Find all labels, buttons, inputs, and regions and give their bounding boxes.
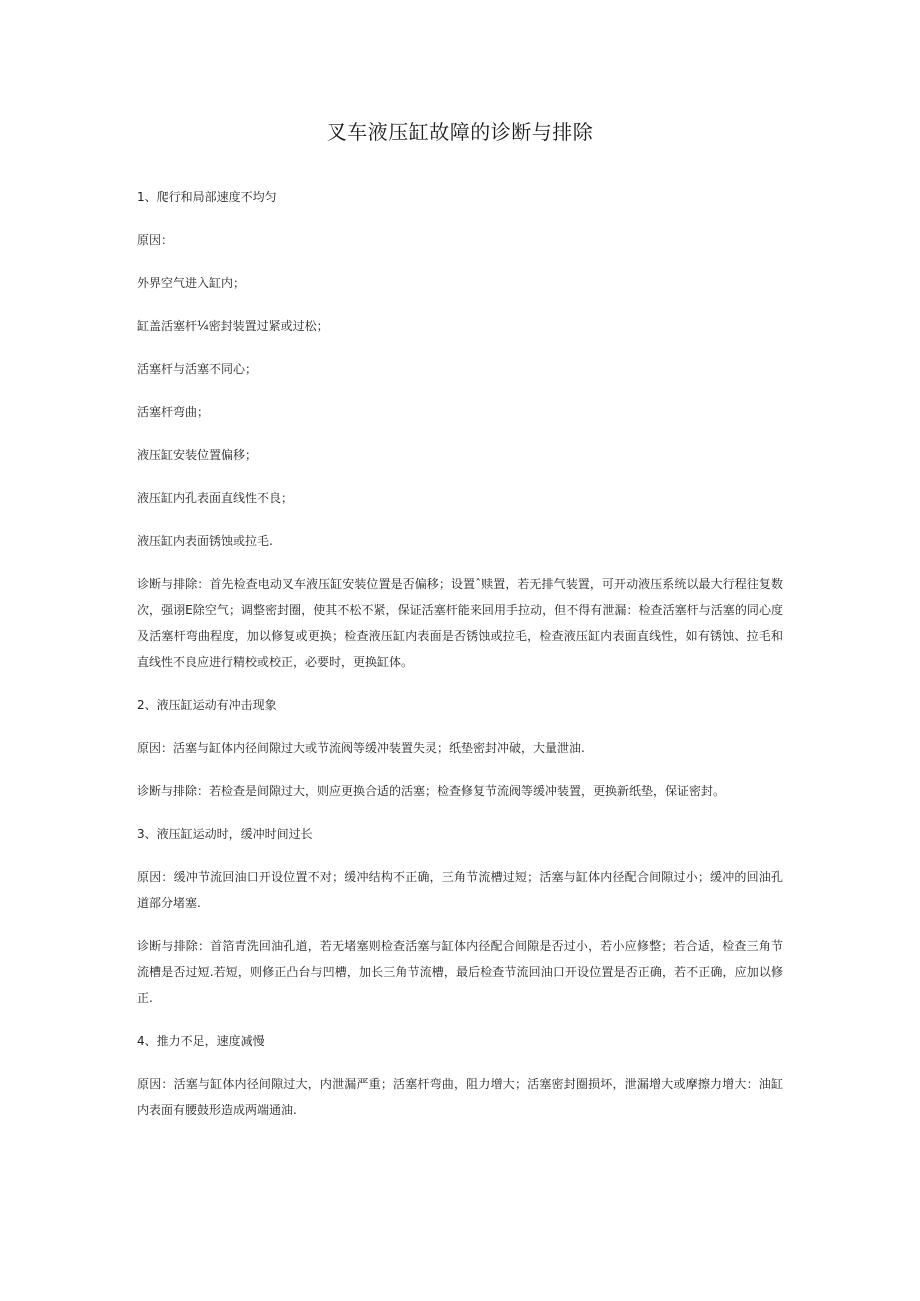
section-4-cause: 原因：活塞与缸体内径间隙过大，内泄漏严重；活塞杆弯曲，阻力增大；活塞密封圈损坏，泄漏增大或摩擦力增大：油缸内表面有腰鼓形造成两端通油.: [137, 1077, 783, 1117]
document-title: 叉车液压缸故障的诊断与排除: [326, 120, 594, 144]
cause-item: 活塞杆弯曲；: [137, 405, 210, 419]
cause-item: 液压缸安装位置偏移；: [137, 448, 258, 462]
section-2-cause: 原因：活塞与缸体内径间隙过大或节流阀等缓冲装置失灵；纸垫密封冲破，大量泄油.: [137, 741, 585, 755]
section-1-heading: 1、爬行和局部速度不均匀: [137, 190, 277, 204]
section-3-diagnosis: 诊断与排除：首箔青洗回油孔道，若无堵塞则检查活塞与缸体内径配合间隙是否过小，若小应修整；若合适，检查三角节流槽是否过短.若短，则修正凸台与凹槽，加长三角节流槽，最后检查节流回油口开设位置是否正确，若不正确，应加以修正.: [137, 939, 783, 1005]
section-2-diagnosis: 诊断与排除：若检查是间隙过大，则应更换合适的活塞；检查修复节流阀等缓冲装置，更换新纸垫，保证密封。: [137, 784, 726, 798]
section-3-cause: 原因：缓冲节流回油口开设位置不对；缓冲结构不正确，三角节流槽过短；活塞与缸体内径配合间隙过小；缓冲的回油孔道部分堵塞.: [137, 870, 783, 910]
cause-item: 液压缸内表面锈蚀或拉毛.: [137, 534, 273, 548]
cause-item: 液压缸内孔表面直线性不良；: [137, 491, 294, 505]
section-1-cause-label: 原因：: [137, 233, 174, 247]
section-2-heading: 2、液压缸运动有冲击现象: [137, 698, 277, 712]
section-3-heading: 3、液压缸运动时，缓冲时间过长: [137, 827, 313, 841]
cause-item: 缸盖活塞杆¼密封装置过紧或过松；: [137, 319, 329, 333]
section-4-heading: 4、推力不足，速度减慢: [137, 1034, 265, 1048]
cause-item: 活塞杆与活塞不同心；: [137, 362, 258, 376]
section-1-diagnosis: 诊断与排除：首先检查电动叉车液压缸安装位置是否偏移；设置ˆ赎置，若无排气装置，可开动液压系统以最大行程往复数次，强诩E除空气；调整密封圈，使其不松不紧，保证活塞杆能来回用手拉动，但不得有泄漏：检查活塞杆与活塞的同心度及活塞杆弯曲程度，加以修复或更换；检查液压缸内表面是否锈蚀或拉毛，检查液压缸内表面直线性，如有锈蚀、拉毛和直线性不良应进行精校或校正，必要时，更换缸体。: [137, 577, 783, 669]
cause-item: 外界空气进入缸内；: [137, 276, 246, 290]
